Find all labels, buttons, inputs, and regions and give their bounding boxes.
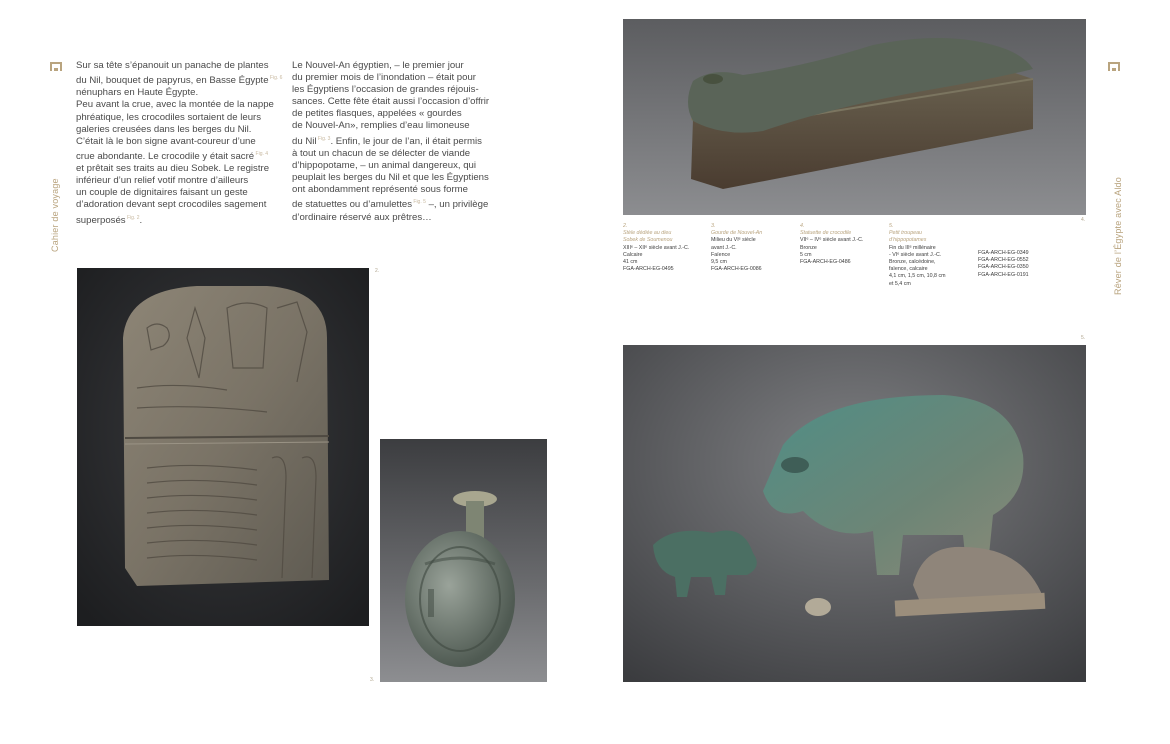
line-text: d’ordinaire réservé aux prêtres… <box>292 211 432 223</box>
new-year-flask-image <box>380 439 547 682</box>
caption-number: 2. <box>623 223 628 229</box>
figure-reference: Fig. 2 <box>125 214 140 221</box>
text-line <box>76 124 282 136</box>
text-column-2 <box>292 60 489 224</box>
running-title-left: Cahier de voyage <box>50 178 60 252</box>
text-line <box>292 148 489 160</box>
caption-line: FGA-ARCH-EG-0191 <box>978 271 1029 278</box>
caption-line: VIIᵉ – IVᵉ siècle avant J.-C. <box>800 237 864 244</box>
figure-reference: Fig. 5 <box>412 199 426 206</box>
caption-line: FGA-ARCH-EG-0349 <box>978 250 1029 256</box>
line-text: du Nil <box>292 135 317 147</box>
figure-reference: Fig. 3 <box>316 135 331 142</box>
line-text: sances. Cette fête était aussi l’occasion d’offrir <box>292 96 490 108</box>
caption-line: FGA-ARCH-EG-0486 <box>800 259 851 266</box>
caption-number: 5. <box>889 223 894 229</box>
caption-line: et 5,4 cm <box>889 280 911 287</box>
page-marker-icon <box>50 62 62 71</box>
caption-line: Bronze <box>800 244 817 251</box>
caption-title: Stèle dédiée au dieu <box>623 230 672 237</box>
line-text: superposés <box>76 214 126 226</box>
caption-line: FGA-ARCH-EG-0350 <box>978 264 1029 271</box>
caption-fig-5-inventory <box>978 250 1029 279</box>
line-text: ont abondamment représenté sous forme <box>292 184 468 196</box>
text-line <box>292 160 489 172</box>
caption-line: Faïence <box>711 251 731 258</box>
caption-number: 4. <box>800 223 805 229</box>
caption-fig-2 <box>623 223 689 273</box>
text-line <box>76 163 282 175</box>
text-line <box>76 199 282 211</box>
caption-title: Gourde de Nouvel-An <box>711 230 763 237</box>
caption-fig-4 <box>800 223 863 266</box>
text-line <box>292 72 489 84</box>
line-text: d’hippopotame, – un animal dangereux, qui <box>292 159 477 171</box>
caption-fig-3 <box>711 223 762 273</box>
caption-number: 3. <box>711 223 716 229</box>
line-text: crue abondante. Le crocodile y était sacré <box>76 151 255 163</box>
figure-reference: Fig. 4 <box>254 150 269 157</box>
page-marker-icon <box>1108 62 1120 71</box>
figure-reference: Fig. 6 <box>268 75 283 82</box>
line-text: de petites flasques, appelées « gourdes <box>292 108 462 120</box>
text-line <box>292 108 489 120</box>
caption-title: Sobek de Soumenou <box>623 237 673 244</box>
caption-line: Calcaire <box>623 251 643 258</box>
text-line <box>292 60 489 72</box>
figure-5-label: 5. <box>1081 335 1086 341</box>
caption-line: Bronze, calcédoine, <box>889 259 936 266</box>
line-text: à tout un chacun de se délecter de viande <box>292 147 471 159</box>
text-line <box>76 187 282 199</box>
line-text: Sur sa tête s’épanouit un panache de plantes <box>76 60 269 71</box>
caption-title: Petit troupeau <box>889 230 922 237</box>
text-line <box>292 172 489 184</box>
figure-3-label: 3. <box>370 677 375 683</box>
text-line <box>76 112 282 124</box>
line-text: C’était là le bon signe avant-coureur d’une <box>76 135 256 147</box>
text-line <box>292 133 489 148</box>
caption-line: 41 cm <box>623 259 638 266</box>
caption-line: FGA-ARCH-EG-0552 <box>978 257 1029 264</box>
caption-line: FGA-ARCH-EG-0495 <box>623 266 674 273</box>
line-text-continued: –, un privilège <box>425 199 489 211</box>
text-line <box>76 60 282 72</box>
text-line <box>76 148 282 163</box>
line-text: nénuphars en Haute Égypte. <box>76 87 199 99</box>
line-text: d’adoration devant sept crocodiles sagement <box>76 199 267 211</box>
line-text: phréatique, les crocodiles sortaient de leurs <box>76 111 262 123</box>
caption-line: faïence, calcaire <box>889 266 928 273</box>
caption-line: 4,1 cm, 1,5 cm, 10,8 cm <box>889 273 946 280</box>
caption-fig-5 <box>889 223 946 288</box>
line-text: Peu avant la crue, avec la montée de la nappe <box>76 99 274 111</box>
line-text: et prêtait ses traits au dieu Sobek. Le registre <box>76 163 270 175</box>
text-line <box>292 96 489 108</box>
caption-line: Milieu du VIᵉ siècle <box>711 237 756 244</box>
text-line <box>76 99 282 111</box>
crocodile-image <box>623 19 1086 215</box>
caption-line: - VIᵉ siècle avant J.-C. <box>889 251 942 258</box>
line-text: Le Nouvel-An égyptien, – le premier jour <box>292 60 464 71</box>
text-line <box>76 136 282 148</box>
figure-4-label: 4. <box>1081 217 1086 223</box>
hippos-image <box>623 345 1086 682</box>
text-line <box>292 212 489 224</box>
caption-title: d’hippopotames <box>889 237 927 244</box>
line-text: galeries creusées dans les berges du Nil. <box>76 123 252 135</box>
line-text: inférieur d’un relief votif montre d’ailleurs <box>76 175 249 187</box>
text-line <box>292 184 489 196</box>
text-line <box>292 84 489 96</box>
caption-line: 5 cm <box>800 251 812 258</box>
figure-2-label: 2. <box>375 268 380 274</box>
running-title-right: Rêver de l’Égypte avec Aldo <box>1113 177 1123 295</box>
text-line <box>76 87 282 99</box>
line-text: peuplait les berges du Nil et que les Égyptiens <box>292 172 489 184</box>
text-column-1 <box>76 60 282 227</box>
caption-title: Statuette de crocodile <box>800 230 852 237</box>
text-line <box>292 196 489 211</box>
line-text: les Égyptiens l’occasion de grandes réjouis- <box>292 84 479 96</box>
text-line <box>76 212 282 227</box>
text-line <box>76 175 282 187</box>
caption-line: Fin du IIIᵉ millénaire <box>889 244 936 251</box>
line-text-continued: . <box>139 214 143 226</box>
line-text: un couple de dignitaires faisant un geste <box>76 187 248 199</box>
line-text-continued: . Enfin, le jour de l’an, il était permis <box>330 135 482 147</box>
text-line <box>76 72 282 87</box>
caption-line: XIIIᵉ – XIIᵉ siècle avant J.-C. <box>623 244 690 251</box>
caption-line: avant J.-C. <box>711 244 737 251</box>
caption-line: 9,5 cm <box>711 259 727 266</box>
caption-line: FGA-ARCH-EG-0086 <box>711 266 762 273</box>
line-text: de Nouvel-An», remplies d’eau limoneuse <box>292 120 470 132</box>
line-text: du Nil, bouquet de papyrus, en Basse Égypte <box>76 75 269 87</box>
line-text: du premier mois de l’inondation – était pour <box>292 72 476 84</box>
text-line <box>292 120 489 132</box>
line-text: de statuettes ou d’amulettes <box>292 199 412 211</box>
stele-image <box>77 268 369 626</box>
